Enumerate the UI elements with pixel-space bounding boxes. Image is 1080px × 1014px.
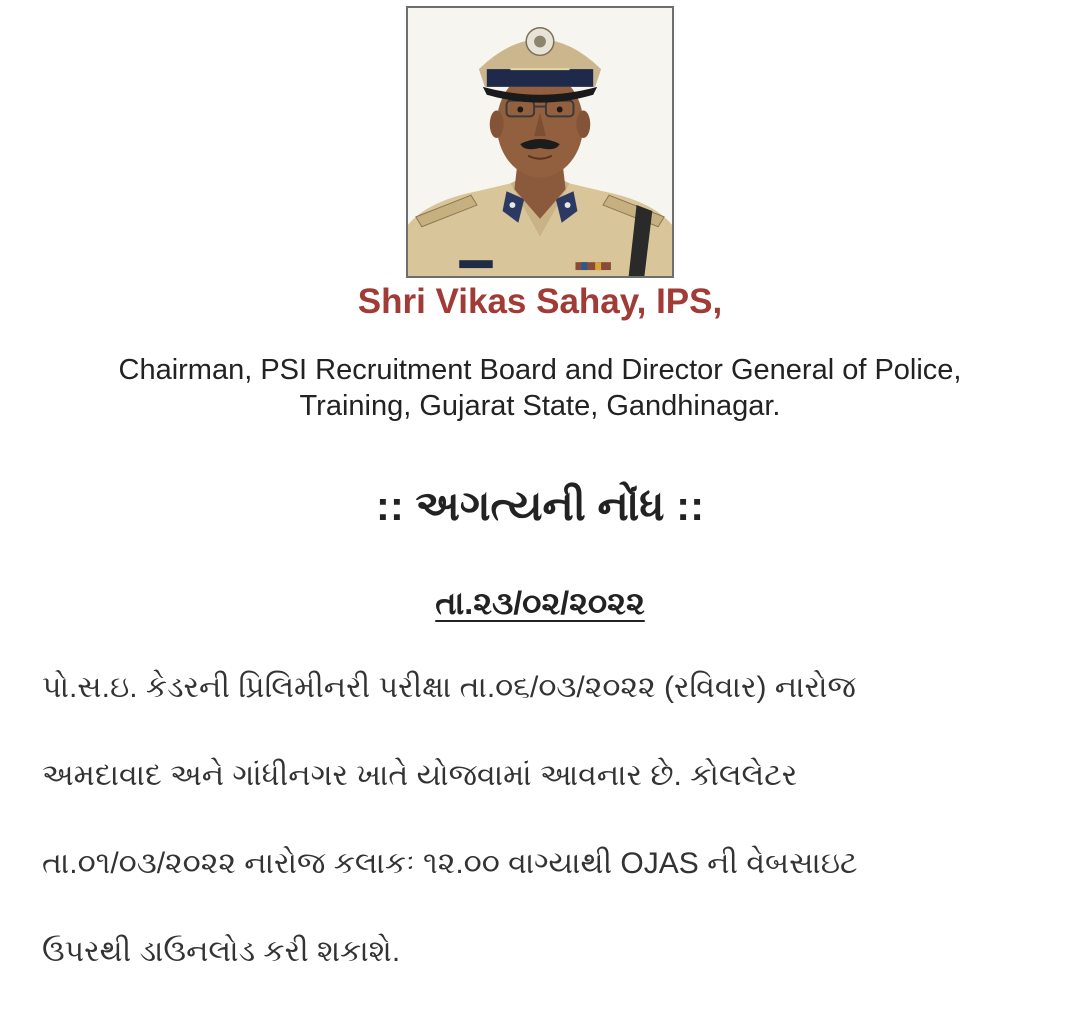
notice-date: તા.૨૩/૦૨/૨૦૨૨ [435,585,645,621]
notice-heading: :: અગત્યની નોંધ :: [375,482,705,529]
notice-body-line: તા.૦૧/૦૩/૨૦૨૨ નારોજ કલાકઃ ૧૨.૦૦ વાગ્યાથી OJAS ની વેબસાઇટ [42,847,858,880]
notice-body-line: અમદાવાદ અને ગાંધીનગર ખાતે યોજવામાં આવનાર છે. કોલલેટર [42,759,798,792]
designation-line: Training, Gujarat State, Gandhinagar. [299,390,781,422]
notice-body-line: ઉપરથી ડાઉનલોડ કરી શકાશે. [42,935,401,968]
officer-designation [0,352,1080,424]
notice-body-line: પો.સ.ઇ. કેડરની પ્રિલિમીનરી પરીક્ષા તા.૦૬/૦૩/૨૦૨૨ (રવિવાર) નારોજ [42,671,856,704]
officer-portrait-illustration [408,8,672,276]
designation-line: Chairman, PSI Recruitment Board and Director General of Police, [118,354,962,386]
notice-body [42,662,1042,1014]
officer-photo [406,6,674,278]
officer-name: Shri Vikas Sahay, IPS, [357,282,723,321]
